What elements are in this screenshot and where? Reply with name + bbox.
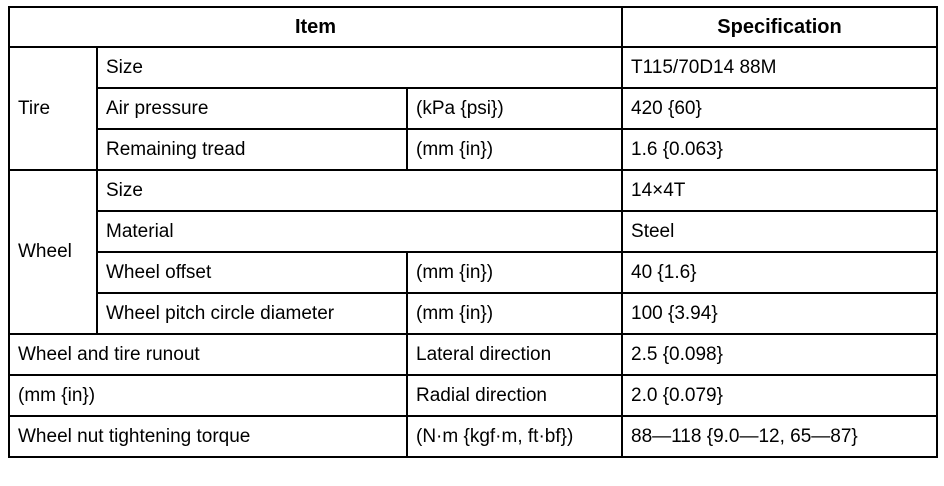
row-value: 100 {3.94}	[622, 293, 937, 334]
row-value: 420 {60}	[622, 88, 937, 129]
group-label-tire: Tire	[9, 47, 97, 170]
torque-unit: (N·m {kgf·m, ft·bf})	[407, 416, 622, 457]
row-value: 1.6 {0.063}	[622, 129, 937, 170]
torque-label: Wheel nut tightening torque	[9, 416, 407, 457]
runout-label-line1: Wheel and tire runout	[9, 334, 407, 375]
row-label: Material	[97, 211, 622, 252]
table-row	[9, 293, 937, 334]
row-value: T115/70D14 88M	[622, 47, 937, 88]
table-header	[9, 7, 937, 47]
table-row	[9, 47, 937, 88]
runout-lateral-value: 2.5 {0.098}	[622, 334, 937, 375]
runout-label-line2: (mm {in})	[9, 375, 407, 416]
header-item: Item	[9, 7, 622, 47]
table-header-row	[9, 7, 937, 47]
row-value: 14×4T	[622, 170, 937, 211]
row-unit: (mm {in})	[407, 129, 622, 170]
table-body	[9, 47, 937, 457]
runout-radial-direction: Radial direction	[407, 375, 622, 416]
table-row	[9, 416, 937, 457]
runout-lateral-direction: Lateral direction	[407, 334, 622, 375]
table-row	[9, 252, 937, 293]
row-unit: (kPa {psi})	[407, 88, 622, 129]
row-label: Wheel offset	[97, 252, 407, 293]
table-row	[9, 88, 937, 129]
table-row	[9, 170, 937, 211]
group-label-wheel: Wheel	[9, 170, 97, 334]
row-unit: (mm {in})	[407, 293, 622, 334]
row-value: 40 {1.6}	[622, 252, 937, 293]
torque-value: 88—118 {9.0—12, 65—87}	[622, 416, 937, 457]
header-specification: Specification	[622, 7, 937, 47]
table-row	[9, 211, 937, 252]
table-row	[9, 334, 937, 375]
runout-radial-value: 2.0 {0.079}	[622, 375, 937, 416]
table-row	[9, 375, 937, 416]
row-value: Steel	[622, 211, 937, 252]
row-unit: (mm {in})	[407, 252, 622, 293]
row-label: Wheel pitch circle diameter	[97, 293, 407, 334]
spec-table-page	[0, 6, 944, 486]
row-label: Size	[97, 47, 622, 88]
table-row	[9, 129, 937, 170]
row-label: Remaining tread	[97, 129, 407, 170]
row-label: Size	[97, 170, 622, 211]
wheel-and-tire-specification-table	[8, 6, 938, 458]
row-label: Air pressure	[97, 88, 407, 129]
